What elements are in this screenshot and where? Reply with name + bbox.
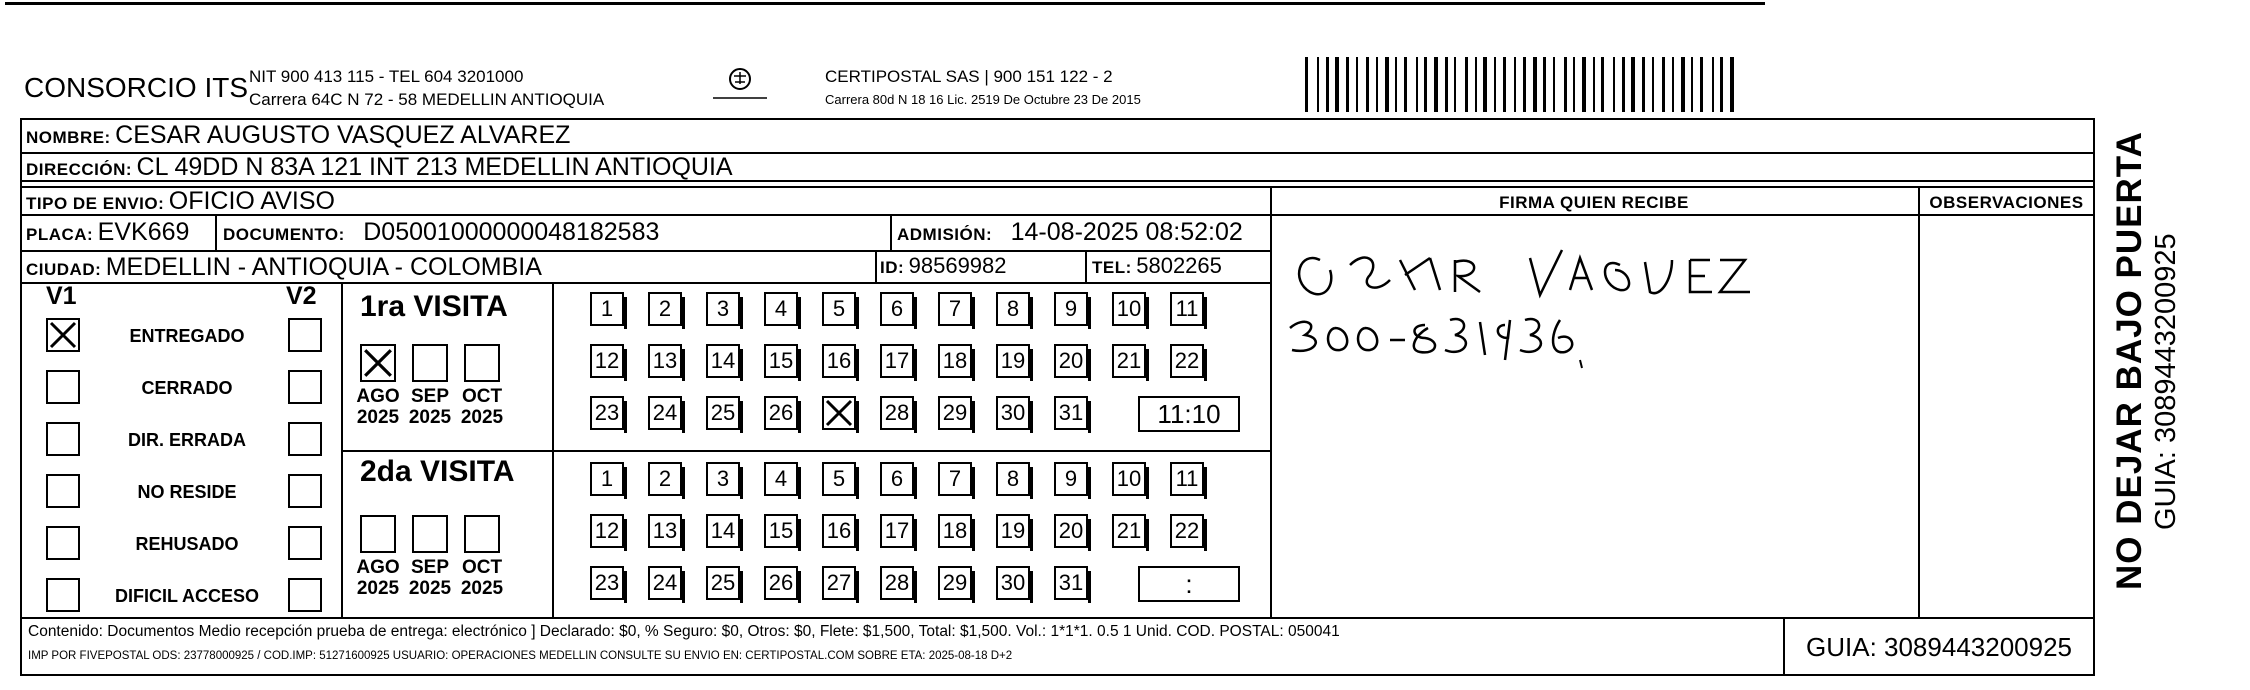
barcode-bar — [1404, 57, 1407, 112]
first-visit-day-box[interactable]: 7 — [938, 292, 972, 326]
barcode-bar — [1503, 57, 1506, 112]
placa-value: EVK669 — [97, 218, 190, 246]
second-visit-day-box[interactable]: 14 — [706, 514, 740, 548]
ciudad-label: CIUDAD: — [26, 260, 102, 279]
second-visit-day-box[interactable]: 20 — [1054, 514, 1088, 548]
first-visit-day-box[interactable]: 6 — [880, 292, 914, 326]
second-visit-day-box[interactable]: 24 — [648, 566, 682, 600]
status-v2-checkbox[interactable] — [288, 318, 322, 352]
barcode-bar — [1434, 57, 1438, 112]
first-visit-day-box[interactable]: 15 — [764, 344, 798, 378]
barcode-bar — [1395, 57, 1397, 112]
first-visit-day-box[interactable]: 18 — [938, 344, 972, 378]
first-visit-day-box[interactable]: 29 — [938, 396, 972, 430]
second-visit-day-box[interactable]: 27 — [822, 566, 856, 600]
first-visit-day-box[interactable]: 3 — [706, 292, 740, 326]
carrier-license: Carrera 80d N 18 16 Lic. 2519 De Octubre 23 De 2015 — [825, 92, 1141, 107]
tipo-envio-label: TIPO DE ENVIO: — [26, 194, 165, 213]
carrier-name: CERTIPOSTAL SAS | 900 151 122 - 2 — [825, 67, 1113, 86]
second-visit-month-checkbox[interactable] — [412, 515, 448, 553]
second-visit-day-box[interactable]: 7 — [938, 462, 972, 496]
first-visit-month-label: OCT 2025 — [460, 386, 504, 428]
first-visit-month-label: SEP 2025 — [408, 386, 452, 428]
footer-line2: IMP POR FIVEPOSTAL ODS: 23778000925 / COD.IMP: 51271600925 USUARIO: OPERACIONES MEDELLIN CONSULTE SU ENVIO EN: CERTIPOSTAL.COM SOBRE ETA: 2025-08-18 D+2 — [28, 650, 1013, 662]
first-visit-day-box[interactable]: 16 — [822, 344, 856, 378]
admision-value: 14-08-2025 08:52:02 — [1010, 218, 1243, 246]
status-v1-checkbox[interactable] — [46, 526, 80, 560]
barcode-bar — [1712, 57, 1714, 112]
x-mark-icon — [824, 398, 854, 428]
documento-value: D05001000000048182583 — [363, 218, 660, 246]
barcode-bar — [1346, 57, 1349, 112]
first-visit-day-box[interactable]: 30 — [996, 396, 1030, 430]
second-visit-day-box[interactable]: 28 — [880, 566, 914, 600]
barcode-bar — [1681, 57, 1685, 112]
status-v2-checkbox[interactable] — [288, 578, 322, 612]
first-visit-day-box[interactable]: 14 — [706, 344, 740, 378]
tel-label: TEL: — [1092, 258, 1132, 277]
second-visit-day-box[interactable]: 30 — [996, 566, 1030, 600]
barcode-bar — [1514, 57, 1516, 112]
status-label: ENTREGADO — [129, 326, 245, 346]
second-visit-day-box[interactable]: 21 — [1112, 514, 1146, 548]
first-visit-day-box[interactable]: 19 — [996, 344, 1030, 378]
handwritten-signature — [1280, 220, 1910, 400]
barcode-bar — [1720, 57, 1723, 112]
side-warning: NO DEJAR BAJO PUERTA — [2110, 131, 2149, 590]
certipostal-logo — [705, 66, 775, 110]
first-visit-day-box[interactable]: 12 — [590, 344, 624, 378]
barcode-bar — [1523, 57, 1526, 112]
side-guia: GUIA: 3089443200925 — [2150, 233, 2182, 530]
first-visit-day-box[interactable]: 10 — [1112, 292, 1146, 326]
second-visit-month-label: OCT 2025 — [460, 557, 504, 599]
barcode-bar — [1622, 57, 1625, 112]
first-visit-month-checkbox[interactable] — [412, 344, 448, 382]
second-visit-month-label: SEP 2025 — [408, 557, 452, 599]
x-mark-icon — [48, 320, 78, 350]
first-visit-day-box[interactable]: 23 — [590, 396, 624, 430]
second-visit-day-box[interactable]: 18 — [938, 514, 972, 548]
x-mark-icon — [362, 346, 394, 380]
first-visit-day-box[interactable]: 21 — [1112, 344, 1146, 378]
barcode-bar — [1376, 57, 1378, 112]
status-label: DIFICIL ACCESO — [114, 586, 259, 606]
second-visit-day-box[interactable]: 22 — [1170, 514, 1204, 548]
first-visit-day-box[interactable]: 17 — [880, 344, 914, 378]
first-visit-day-box[interactable]: 9 — [1054, 292, 1088, 326]
barcode-bar — [1642, 57, 1645, 112]
barcode-bar — [1424, 57, 1427, 112]
status-label: NO RESIDE — [137, 482, 237, 502]
second-visit-day-box[interactable]: 25 — [706, 566, 740, 600]
barcode-bar — [1445, 57, 1448, 112]
v2-label: V2 — [286, 282, 317, 310]
barcode-bar — [1533, 57, 1537, 112]
second-visit-day-box[interactable]: 4 — [764, 462, 798, 496]
first-visit-day-box[interactable]: 20 — [1054, 344, 1088, 378]
second-visit-day-box[interactable]: 31 — [1054, 566, 1088, 600]
first-visit-day-box[interactable] — [822, 396, 856, 430]
barcode-bar — [1416, 57, 1418, 112]
first-visit-day-box[interactable]: 4 — [764, 292, 798, 326]
barcode-bar — [1335, 57, 1339, 112]
status-v2-checkbox[interactable] — [288, 474, 322, 508]
first-visit-day-box[interactable]: 26 — [764, 396, 798, 430]
barcode-bar — [1385, 57, 1389, 112]
second-visit-day-box[interactable]: 9 — [1054, 462, 1088, 496]
barcode-bar — [1326, 57, 1329, 112]
status-v2-checkbox[interactable] — [288, 526, 322, 560]
second-visit-label: 2da VISITA — [360, 455, 515, 488]
barcode-bar — [1553, 57, 1555, 112]
barcode-bar — [1305, 57, 1308, 112]
barcode-bar — [1465, 57, 1468, 112]
admision-label: ADMISIÓN: — [897, 225, 993, 244]
barcode-bar — [1601, 57, 1604, 112]
first-visit-day-box[interactable]: 28 — [880, 396, 914, 430]
barcode-bar — [1593, 57, 1595, 112]
footer-guia: GUIA: 3089443200925 — [1806, 632, 2072, 662]
second-visit-month-label: AGO 2025 — [356, 557, 400, 599]
documento-label: DOCUMENTO: — [223, 225, 345, 244]
status-label: REHUSADO — [135, 534, 239, 554]
nombre-value: CESAR AUGUSTO VASQUEZ ALVAREZ — [115, 121, 571, 149]
first-visit-day-box[interactable]: 22 — [1170, 344, 1204, 378]
second-visit-day-box[interactable]: 8 — [996, 462, 1030, 496]
barcode-bar — [1691, 57, 1693, 112]
barcode-bar — [1564, 57, 1567, 112]
top-border — [5, 2, 1765, 5]
barcode-bar — [1573, 57, 1575, 112]
barcode-bar — [1700, 57, 1703, 112]
second-visit-day-box[interactable]: 26 — [764, 566, 798, 600]
second-visit-day-box[interactable]: 19 — [996, 514, 1030, 548]
second-visit-day-box[interactable]: 23 — [590, 566, 624, 600]
barcode-bar — [1317, 57, 1319, 112]
direccion-value: CL 49DD N 83A 121 INT 213 MEDELLIN ANTIOQUIA — [136, 153, 733, 181]
status-v2-checkbox[interactable] — [288, 422, 322, 456]
id-value: 98569982 — [908, 253, 1007, 278]
first-visit-month-label: AGO 2025 — [356, 386, 400, 428]
second-visit-day-box[interactable]: 3 — [706, 462, 740, 496]
second-visit-day-box[interactable]: 6 — [880, 462, 914, 496]
observaciones-label: OBSERVACIONES — [1929, 193, 2084, 212]
barcode-bar — [1494, 57, 1496, 112]
barcode — [1305, 57, 1745, 112]
status-label: CERRADO — [141, 378, 233, 398]
second-visit-day-box[interactable]: 5 — [822, 462, 856, 496]
barcode-bar — [1356, 57, 1358, 112]
barcode-bar — [1483, 57, 1487, 112]
second-visit-day-box[interactable]: 2 — [648, 462, 682, 496]
first-visit-month-checkbox[interactable] — [464, 344, 500, 382]
barcode-bar — [1730, 57, 1734, 112]
status-v1-checkbox[interactable] — [46, 422, 80, 456]
barcode-bar — [1454, 57, 1456, 112]
first-visit-day-box[interactable]: 8 — [996, 292, 1030, 326]
status-v2-checkbox[interactable] — [288, 370, 322, 404]
barcode-bar — [1631, 57, 1635, 112]
second-visit-day-box[interactable]: 16 — [822, 514, 856, 548]
second-visit-day-box[interactable]: 15 — [764, 514, 798, 548]
company-nit: NIT 900 413 115 - TEL 604 3201000 — [249, 67, 524, 86]
barcode-bar — [1672, 57, 1674, 112]
barcode-bar — [1662, 57, 1665, 112]
barcode-bar — [1475, 57, 1477, 112]
first-visit-day-box[interactable]: 25 — [706, 396, 740, 430]
second-visit-time-box[interactable]: : — [1138, 566, 1240, 602]
barcode-bar — [1613, 57, 1615, 112]
direccion-label: DIRECCIÓN: — [26, 160, 133, 179]
placa-label: PLACA: — [26, 225, 94, 244]
second-visit-day-box[interactable]: 1 — [590, 462, 624, 496]
second-visit-day-box[interactable]: 29 — [938, 566, 972, 600]
first-visit-label: 1ra VISITA — [360, 290, 508, 323]
v1-label: V1 — [46, 282, 77, 310]
company-name: CONSORCIO ITS — [24, 72, 249, 103]
status-v1-checkbox[interactable] — [46, 578, 80, 612]
second-visit-day-box[interactable]: 10 — [1112, 462, 1146, 496]
second-visit-day-box[interactable]: 11 — [1170, 462, 1204, 496]
first-visit-day-box[interactable]: 5 — [822, 292, 856, 326]
ciudad-value: MEDELLIN - ANTIOQUIA - COLOMBIA — [105, 253, 542, 281]
footer-line1: Contenido: Documentos Medio recepción prueba de entrega: electrónico ] Declarado: $0, % Seguro: $0, Otros: $0, Flete: $1,500, Total: $1,500. Vol.: 1*1*1. 0.5 1 Unid. COD. POSTAL: 050041 — [28, 623, 1340, 640]
first-visit-day-box[interactable]: 11 — [1170, 292, 1204, 326]
first-visit-month-checkbox[interactable] — [360, 344, 396, 382]
second-visit-month-checkbox[interactable] — [360, 515, 396, 553]
first-visit-day-box[interactable]: 13 — [648, 344, 682, 378]
status-v1-checkbox[interactable] — [46, 370, 80, 404]
tipo-envio-value: OFICIO AVISO — [168, 187, 335, 215]
tel-value: 5802265 — [1136, 253, 1222, 278]
status-v1-checkbox[interactable] — [46, 318, 80, 352]
second-visit-month-checkbox[interactable] — [464, 515, 500, 553]
id-label: ID: — [880, 258, 905, 277]
status-label: DIR. ERRADA — [127, 430, 246, 450]
first-visit-day-box[interactable]: 2 — [648, 292, 682, 326]
first-visit-day-box[interactable]: 24 — [648, 396, 682, 430]
nombre-label: NOMBRE: — [26, 128, 111, 147]
firma-label: FIRMA QUIEN RECIBE — [1499, 193, 1689, 212]
company-address: Carrera 64C N 72 - 58 MEDELLIN ANTIOQUIA — [249, 90, 605, 109]
first-visit-time-box[interactable]: 11:10 — [1138, 396, 1240, 432]
second-visit-day-box[interactable]: 12 — [590, 514, 624, 548]
barcode-bar — [1543, 57, 1546, 112]
first-visit-day-box[interactable]: 31 — [1054, 396, 1088, 430]
second-visit-day-box[interactable]: 13 — [648, 514, 682, 548]
first-visit-day-box[interactable]: 1 — [590, 292, 624, 326]
barcode-bar — [1652, 57, 1654, 112]
barcode-bar — [1582, 57, 1586, 112]
barcode-bar — [1366, 57, 1369, 112]
second-visit-day-box[interactable]: 17 — [880, 514, 914, 548]
status-v1-checkbox[interactable] — [46, 474, 80, 508]
